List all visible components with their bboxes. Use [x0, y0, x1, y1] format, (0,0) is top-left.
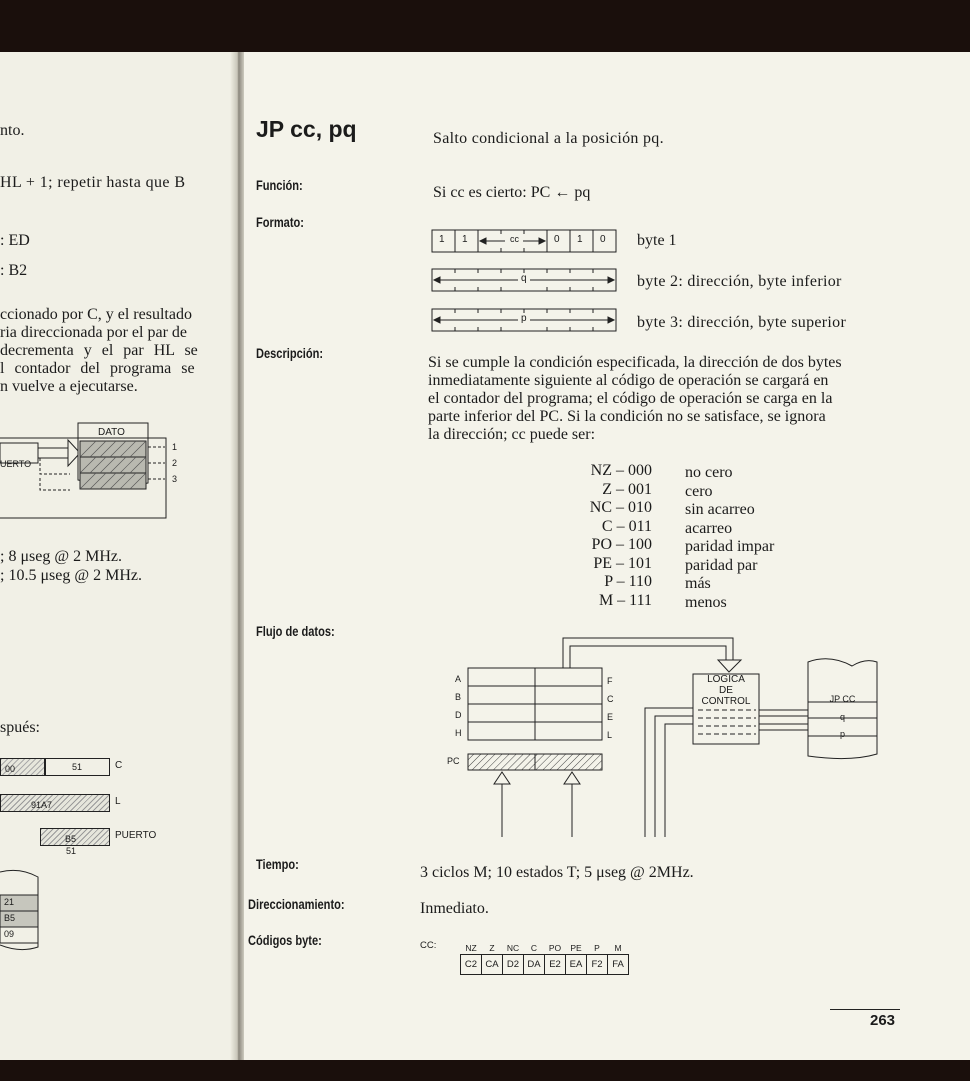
description-line: el contador del programa; el código de operación se carga en la: [428, 390, 833, 407]
condition-meaning: acarreo: [685, 519, 733, 537]
cc-header: P: [594, 943, 600, 953]
bit-cell: 0: [554, 234, 560, 245]
description-line: la dirección; cc puede ser:: [428, 426, 596, 443]
bit-cell: 1: [462, 234, 468, 245]
memory-value: 21: [4, 897, 15, 907]
register-value: 51: [66, 846, 77, 856]
pc-label: PC: [447, 756, 460, 766]
right-register-labels: [607, 672, 614, 744]
condition-code: M – 111: [598, 591, 652, 609]
q-field: q: [521, 273, 527, 284]
register-cell: 91A7: [0, 794, 110, 812]
register-label: PUERTO: [115, 830, 157, 841]
control-logic-label: [693, 674, 759, 707]
register-label: B: [455, 692, 462, 702]
register-label: H: [455, 728, 462, 738]
logic-line: CONTROL: [701, 696, 751, 707]
memory-value: 09: [4, 929, 15, 939]
cc-code: EA: [566, 955, 587, 975]
descripcion-label: Descripción:: [256, 346, 324, 361]
instruction-summary: Salto condicional a la posición pq.: [433, 130, 664, 147]
register-label: D: [455, 710, 462, 720]
left-text-line: nto.: [0, 122, 25, 139]
condition-meaning: no cero: [685, 464, 733, 481]
left-paragraph-line: ccionado por C, y el resultado: [0, 306, 192, 323]
left-paragraph-line: n vuelve a ejecutarse.: [0, 378, 138, 395]
register-label: A: [455, 674, 462, 684]
bit-cell: 0: [600, 234, 606, 245]
cc-code: CA: [482, 955, 503, 975]
condition-code: NZ – 000: [590, 462, 652, 479]
register-cell: B5: [40, 828, 110, 846]
puerto-label: UERTO: [0, 459, 32, 469]
logic-line: DE: [719, 685, 733, 696]
description-line: inmediatamente siguiente al código de operación se cargará en: [428, 372, 829, 389]
left-register-labels: [455, 670, 462, 742]
left-text-line: : ED: [0, 232, 30, 249]
timing-line: ; 8 μseg @ 2 MHz.: [0, 548, 122, 565]
p-field: p: [521, 313, 527, 324]
condition-meanings: [685, 464, 774, 612]
cc-code: D2: [503, 955, 524, 975]
cc-header: PO: [548, 943, 562, 953]
instruction-title: JP cc, pq: [256, 116, 357, 142]
mem-cell: JP CC: [829, 694, 856, 704]
cc-code: F2: [587, 955, 608, 975]
row-number: 1: [172, 442, 178, 452]
description-line: parte inferior del PC. Si la condición no se satisface, se ignora: [428, 408, 826, 425]
condition-meaning: paridad par: [685, 556, 758, 574]
condition-code: Z – 001: [602, 480, 652, 498]
logic-line: LOGICA: [707, 674, 745, 685]
cc-header: C: [530, 943, 538, 953]
formato-label: Formato:: [256, 215, 304, 230]
register-label: C: [115, 760, 123, 771]
page-number: 263: [870, 1012, 896, 1029]
row-number: 2: [172, 458, 178, 468]
byte3-label: byte 3: dirección, byte superior: [637, 314, 847, 331]
funcion-text: Si cc es cierto: PC ← pq: [433, 184, 591, 201]
funcion-label: Función:: [256, 178, 303, 193]
cc-header: M: [614, 943, 622, 953]
byte2-label: byte 2: dirección, byte inferior: [637, 273, 842, 290]
register-label: F: [607, 676, 613, 686]
register-label: L: [115, 796, 121, 807]
register-cell: 00: [0, 758, 46, 776]
register-label: C: [607, 694, 614, 704]
description-line: Si se cumple la condición especificada, la dirección de dos bytes: [428, 354, 842, 371]
cc-header: NC: [506, 943, 520, 953]
dato-label: DATO: [98, 427, 125, 438]
condition-code: PE – 101: [593, 554, 652, 572]
cc-header: PE: [570, 943, 582, 953]
mem-cell: q: [839, 712, 845, 722]
cc-header: NZ: [465, 943, 477, 953]
left-paragraph-line: decrementa y el par HL se: [0, 342, 198, 359]
condition-meaning: paridad impar: [685, 538, 775, 555]
condition-code: C – 011: [601, 517, 652, 535]
condition-meaning: más: [685, 575, 711, 592]
register-cell: 51: [44, 758, 110, 776]
memory-value: B5: [4, 913, 16, 923]
left-text-line: : B2: [0, 262, 28, 279]
memory-diagram: [0, 867, 50, 957]
left-text-line: HL + 1; repetir hasta que B: [0, 174, 186, 191]
right-page: [244, 52, 970, 1060]
page-number-rule: [830, 1009, 900, 1010]
despues-label: spués:: [0, 719, 40, 736]
timing-line: ; 10.5 μseg @ 2 MHz.: [0, 567, 142, 584]
tiempo-text: 3 ciclos M; 10 estados T; 5 μseg @ 2MHz.: [420, 864, 694, 881]
codigos-label: Códigos byte:: [248, 933, 322, 948]
register-label: L: [607, 730, 613, 740]
cc-code: E2: [545, 955, 566, 975]
cc-code: DA: [524, 955, 545, 975]
register-label: E: [607, 712, 614, 722]
left-page: [0, 52, 236, 1060]
bit-cell: 1: [439, 234, 445, 245]
bit-cell: 1: [577, 234, 583, 245]
mem-cell: p: [839, 729, 845, 739]
row-number: 3: [172, 474, 178, 484]
condition-codes: [540, 462, 652, 610]
cc-code: FA: [608, 955, 629, 975]
condition-meaning: cero: [685, 482, 713, 500]
left-paragraph-line: ria direccionada por el par de: [0, 324, 188, 341]
condition-code: NC – 010: [589, 499, 652, 516]
flujo-label: Flujo de datos:: [256, 624, 335, 639]
cc-field: cc: [510, 234, 519, 244]
tiempo-label: Tiempo:: [256, 857, 299, 872]
condition-code: PO – 100: [591, 536, 652, 553]
left-paragraph-line: l contador del programa se: [0, 360, 195, 377]
condition-meaning: menos: [685, 593, 727, 611]
direccionamiento-label: Direccionamiento:: [248, 897, 345, 912]
cc-code: C2: [461, 955, 482, 975]
byte-codes-table: [460, 942, 629, 975]
cc-label: CC:: [420, 940, 437, 951]
condition-code: P – 110: [604, 573, 652, 590]
condition-meaning: sin acarreo: [685, 501, 755, 518]
byte1-label: byte 1: [637, 232, 677, 249]
cc-header: Z: [489, 943, 495, 953]
direccionamiento-text: Inmediato.: [420, 900, 489, 917]
